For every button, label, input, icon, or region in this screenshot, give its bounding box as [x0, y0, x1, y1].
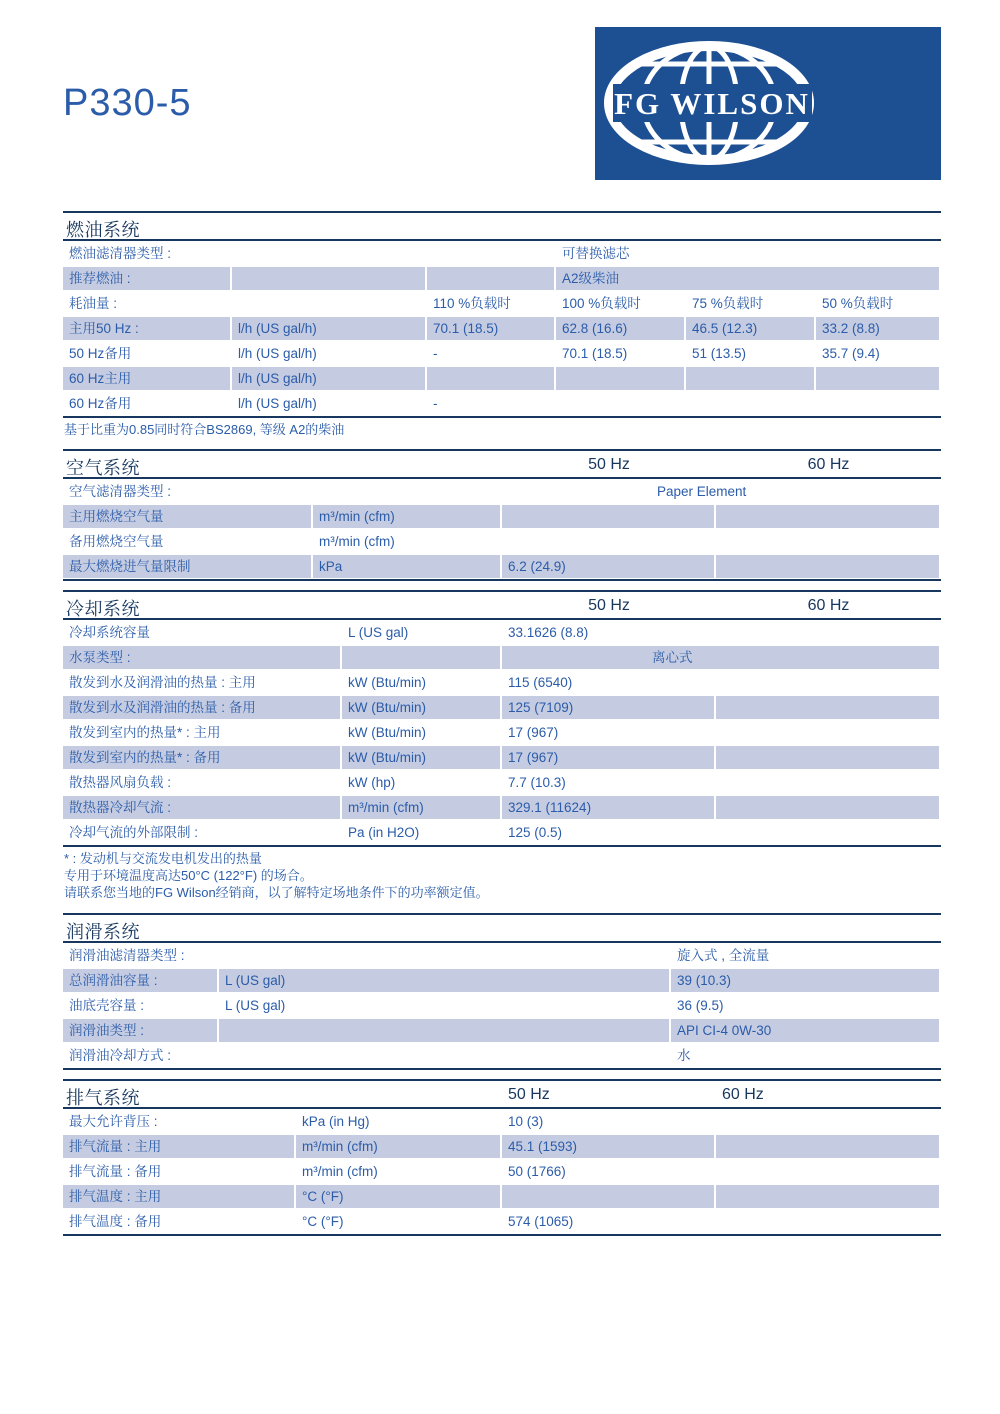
table-cell [502, 505, 714, 528]
table-cell [219, 1043, 669, 1068]
table-cell: 冷却系统容量 [69, 625, 150, 640]
table-cell [232, 291, 425, 316]
table-cell: 115 (6540) [508, 675, 573, 690]
table-cell: 10 (3) [508, 1114, 544, 1129]
table-cell: 125 (7109) [502, 696, 714, 719]
table-cell: 排气温度 : 备用 [69, 1214, 162, 1229]
table-cell [716, 1159, 939, 1184]
table-cell: 35.7 (9.4) [822, 346, 880, 361]
column-header-50hz: 50 Hz [508, 1086, 550, 1103]
column-header-60hz: 60 Hz [807, 456, 850, 473]
table-cell: 空气滤清器类型 : [69, 484, 172, 499]
table-row [63, 554, 941, 579]
table-cell: 7.7 (10.3) [508, 775, 566, 790]
table-row [63, 695, 941, 720]
table-footnotes [63, 847, 941, 901]
table-cell [716, 670, 939, 695]
table-row [63, 1134, 941, 1159]
table-cell: 排气流量 : 主用 [63, 1135, 294, 1158]
section-header [63, 211, 941, 241]
table-cell: 备用燃烧空气量 [69, 534, 164, 549]
table-cell: 耗油量 : [69, 296, 118, 311]
table-cell: - [433, 396, 438, 411]
table-cell [686, 367, 814, 390]
table-cell: m³/min (cfm) [342, 796, 500, 819]
table-cell: kPa (in Hg) [302, 1114, 370, 1129]
table-cell [716, 820, 939, 845]
table-cell: 50 Hz备用 [69, 346, 132, 361]
table-cell: 散发到水及润滑油的热量 : 备用 [63, 696, 340, 719]
table-cell [427, 367, 554, 390]
table-cell: 旋入式 , 全流量 [677, 948, 770, 963]
table-row [63, 968, 941, 993]
section-fuel-system [63, 211, 941, 438]
table-cell [716, 620, 939, 645]
table-cell: Pa (in H2O) [348, 825, 420, 840]
table-row [63, 316, 941, 341]
table-cell: 推荐燃油 : [63, 267, 230, 290]
table-cell [716, 529, 939, 554]
table-cell: 33.1626 (8.8) [508, 625, 589, 640]
table-cell: Paper Element [657, 484, 747, 499]
table-cell: 6.2 (24.9) [502, 555, 714, 578]
table-row [63, 620, 941, 645]
table-cell: m³/min (cfm) [296, 1135, 500, 1158]
footnote-line: 请联系您当地的FG Wilson经销商，以了解特定场地条件下的功率额定值。 [64, 885, 489, 900]
table-cell: - [433, 346, 438, 361]
table-row [63, 366, 941, 391]
table-cell: 总润滑油容量 : [63, 969, 217, 992]
table-cell [816, 391, 939, 416]
table-cell: 33.2 (8.8) [816, 317, 939, 340]
table-cell: kW (Btu/min) [348, 725, 427, 740]
table-cell [716, 1209, 939, 1234]
table-cell: 散发到水及润滑油的热量 : 主用 [69, 675, 256, 690]
table-row [63, 391, 941, 416]
section-exhaust-system [63, 1079, 941, 1236]
table-cell: 散热器风扇负载 : [69, 775, 172, 790]
table-cell: m³/min (cfm) [319, 534, 395, 549]
table-cell [502, 529, 714, 554]
table-row [63, 745, 941, 770]
section-cooling-system [63, 590, 941, 901]
table-cell [716, 505, 939, 528]
table-cell [716, 1185, 939, 1208]
table-row [63, 1109, 941, 1134]
table-row [63, 341, 941, 366]
section-title: 润滑系统 [66, 922, 140, 942]
section-header [63, 449, 941, 479]
table-cell [716, 1109, 939, 1134]
table-cell [716, 1135, 939, 1158]
table-cell [556, 391, 684, 416]
table-cell: 水泵类型 : [63, 646, 340, 669]
table-cell: 散热器冷却气流 : [63, 796, 340, 819]
table-cell: 60 Hz备用 [69, 396, 132, 411]
table-cell: °C (°F) [302, 1214, 344, 1229]
table-cell: 17 (967) [502, 746, 714, 769]
table-cell: kPa [313, 555, 500, 578]
table-row [63, 720, 941, 745]
table-cell: 574 (1065) [508, 1214, 574, 1229]
table-cell [342, 646, 500, 669]
table-row [63, 1159, 941, 1184]
section-header [63, 590, 941, 620]
table-cell: 润滑油类型 : [63, 1019, 217, 1042]
table-cell: API CI-4 0W-30 [671, 1019, 939, 1042]
table-body [63, 943, 941, 1070]
table-cell: 水 [677, 1048, 691, 1063]
table-row [63, 645, 941, 670]
table-cell [556, 367, 684, 390]
page-title: P330-5 [63, 82, 192, 124]
table-cell: 排气流量 : 备用 [69, 1164, 162, 1179]
table-cell: l/h (US gal/h) [232, 317, 425, 340]
table-cell: 46.5 (12.3) [686, 317, 814, 340]
section-title: 排气系统 [66, 1088, 140, 1108]
table-cell: 可替换滤芯 [562, 246, 630, 261]
table-cell: 39 (10.3) [671, 969, 939, 992]
table-cell: 冷却气流的外部限制 : [69, 825, 199, 840]
table-row [63, 993, 941, 1018]
table-row [63, 670, 941, 695]
globe-icon [595, 27, 941, 180]
table-row [63, 795, 941, 820]
table-row [63, 1209, 941, 1234]
table-cell: L (US gal) [225, 998, 286, 1013]
footnote-line: * : 发动机与交流发电机发出的热量 [64, 851, 262, 866]
table-cell: 36 (9.5) [677, 998, 724, 1013]
table-cell: kW (Btu/min) [342, 746, 500, 769]
table-cell: m³/min (cfm) [313, 505, 500, 528]
section-title: 冷却系统 [66, 599, 140, 619]
table-cell [716, 770, 939, 795]
table-cell: kW (hp) [348, 775, 396, 790]
table-cell: 润滑油冷却方式 : [69, 1048, 172, 1063]
table-cell: 散发到室内的热量* : 备用 [63, 746, 340, 769]
table-cell: 主用50 Hz : [63, 317, 230, 340]
table-cell [716, 696, 939, 719]
table-body [63, 241, 941, 418]
table-cell: 110 %负载时 [433, 296, 511, 311]
table-row [63, 1043, 941, 1068]
table-row [63, 504, 941, 529]
table-cell [716, 796, 939, 819]
table-row [63, 1018, 941, 1043]
section-lubrication-system [63, 913, 941, 1070]
section-header [63, 1079, 941, 1109]
table-cell [716, 555, 939, 578]
table-cell: m³/min (cfm) [302, 1164, 378, 1179]
table-cell: 燃油滤清器类型 : [69, 246, 172, 261]
table-cell: 70.1 (18.5) [562, 346, 628, 361]
table-cell [716, 720, 939, 745]
column-header-50hz: 50 Hz [588, 597, 630, 614]
table-row [63, 241, 941, 266]
table-cell: 62.8 (16.6) [556, 317, 684, 340]
table-cell: 最大允许背压 : [69, 1114, 158, 1129]
table-cell: 50 (1766) [508, 1164, 566, 1179]
table-cell: L (US gal) [348, 625, 409, 640]
table-cell: 排气温度 : 主用 [63, 1185, 294, 1208]
column-header-50hz: 50 Hz [588, 456, 630, 473]
table-cell: 主用燃烧空气量 [63, 505, 311, 528]
table-body [63, 1109, 941, 1236]
table-cell [686, 391, 814, 416]
table-cell [816, 367, 939, 390]
table-row [63, 820, 941, 845]
table-row [63, 266, 941, 291]
table-row [63, 943, 941, 968]
table-body [63, 479, 941, 581]
table-cell: 散发到室内的热量* : 主用 [69, 725, 221, 740]
logo-text: FG WILSON [614, 86, 810, 121]
table-cell: l/h (US gal/h) [232, 367, 425, 390]
table-row [63, 291, 941, 316]
table-cell: kW (Btu/min) [342, 696, 500, 719]
section-title: 燃油系统 [66, 220, 140, 240]
table-row [63, 770, 941, 795]
table-cell [716, 746, 939, 769]
table-footnote: 基于比重为0.85同时符合BS2869, 等级 A2的柴油 [64, 422, 345, 437]
table-cell: l/h (US gal/h) [238, 396, 317, 411]
table-cell: l/h (US gal/h) [238, 346, 317, 361]
table-cell: L (US gal) [219, 969, 669, 992]
table-cell: 75 %负载时 [692, 296, 764, 311]
table-cell [232, 267, 425, 290]
spec-tables [63, 211, 941, 1236]
table-row [63, 529, 941, 554]
table-row [63, 479, 941, 504]
column-header-60hz: 60 Hz [807, 597, 850, 614]
table-cell: 100 %负载时 [562, 296, 641, 311]
fg-wilson-logo [595, 27, 941, 180]
table-cell [502, 1185, 714, 1208]
column-header-60hz: 60 Hz [722, 1086, 764, 1103]
table-cell: 润滑油滤清器类型 : [69, 948, 185, 963]
table-cell: 17 (967) [508, 725, 559, 740]
table-cell: °C (°F) [296, 1185, 500, 1208]
table-cell: 离心式 [502, 646, 939, 669]
table-body [63, 620, 941, 847]
section-header [63, 913, 941, 943]
section-air-system [63, 449, 941, 581]
table-cell: 125 (0.5) [508, 825, 563, 840]
table-row [63, 1184, 941, 1209]
table-cell [427, 267, 554, 290]
table-cell: 油底壳容量 : [69, 998, 145, 1013]
table-cell [219, 1019, 669, 1042]
table-cell: 329.1 (11624) [502, 796, 714, 819]
table-cell: A2级柴油 [556, 267, 939, 290]
table-cell: 70.1 (18.5) [427, 317, 554, 340]
table-cell: 60 Hz主用 [63, 367, 230, 390]
section-title: 空气系统 [66, 458, 140, 478]
table-cell: 51 (13.5) [692, 346, 747, 361]
table-cell: kW (Btu/min) [348, 675, 427, 690]
footnote-line: 专用于环境温度高达50°C (122°F) 的场合。 [64, 868, 313, 883]
table-cell: 最大燃烧进气量限制 [63, 555, 311, 578]
table-cell: 45.1 (1593) [502, 1135, 714, 1158]
table-cell: 50 %负载时 [822, 296, 894, 311]
